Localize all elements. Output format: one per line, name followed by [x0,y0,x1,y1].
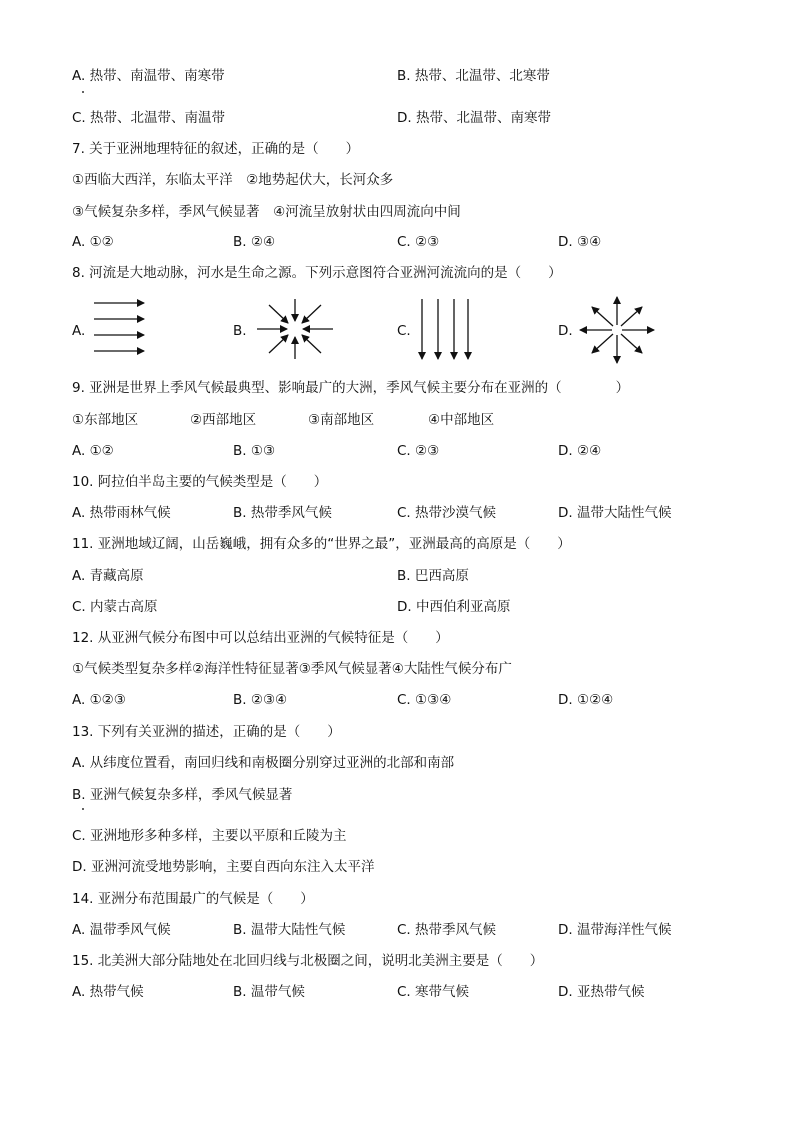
q15-option-b[interactable]: B. 温带气候 [233,984,305,1000]
q9-option-c[interactable]: C. ②③ [397,443,440,459]
q15-option-c[interactable]: C. 寒带气候 [397,984,470,1000]
q7-statements-2: ③气候复杂多样，季风气候显著 ④河流呈放射状由四周流向中间 [72,204,461,220]
q15-option-a[interactable]: A. 热带气候 [72,984,144,1000]
q8-option-c[interactable]: C. [397,323,411,339]
stray-dot [82,808,84,810]
q13-option-b[interactable]: B. 亚洲气候复杂多样，季风气候显著 [72,787,293,803]
q8-diagram-a-parallel-arrows-east [92,297,148,359]
q10-option-d[interactable]: D. 温带大陆性气候 [558,505,672,521]
q6-option-c[interactable]: C. 热带、北温带、南温带 [72,110,226,126]
q13-option-d[interactable]: D. 亚洲河流受地势影响，主要自西向东注入太平洋 [72,859,375,875]
q13-option-a[interactable]: A. 从纬度位置看，南回归线和南极圈分别穿过亚洲的北部和南部 [72,755,455,771]
q14-option-b[interactable]: B. 温带大陆性气候 [233,922,346,938]
q9-statement-3: ③南部地区 [308,412,375,428]
q9-statement-4: ④中部地区 [428,412,495,428]
q12-option-d[interactable]: D. ①②④ [558,692,614,708]
q10-option-a[interactable]: A. 热带雨林气候 [72,505,171,521]
q10-option-c[interactable]: C. 热带沙漠气候 [397,505,497,521]
q15-stem: 15. 北美洲大部分陆地处在北回归线与北极圈之间，说明北美洲主要是（ ） [72,953,544,969]
q6-option-d[interactable]: D. 热带、北温带、南寒带 [397,110,551,126]
q9-option-b[interactable]: B. ①③ [233,443,276,459]
q9-statement-2: ②西部地区 [190,412,257,428]
q11-option-c[interactable]: C. 内蒙古高原 [72,599,158,615]
q12-option-a[interactable]: A. ①②③ [72,692,126,708]
q7-statements-1: ①西临大西洋，东临太平洋 ②地势起伏大，长河众多 [72,172,394,188]
q8-diagram-b-converging-arrows [255,297,335,361]
q12-option-b[interactable]: B. ②③④ [233,692,288,708]
q12-stem: 12. 从亚洲气候分布图中可以总结出亚洲的气候特征是（ ） [72,630,449,646]
q8-option-b[interactable]: B. [233,323,247,339]
q6-option-a[interactable]: A. 热带、南温带、南寒带 [72,68,225,84]
q13-stem: 13. 下列有关亚洲的描述，正确的是（ ） [72,724,341,740]
q9-option-d[interactable]: D. ②④ [558,443,602,459]
q12-option-c[interactable]: C. ①③④ [397,692,452,708]
q11-option-b[interactable]: B. 巴西高原 [397,568,469,584]
q13-option-c[interactable]: C. 亚洲地形多种多样，主要以平原和丘陵为主 [72,828,347,844]
q7-option-b[interactable]: B. ②④ [233,234,276,250]
q9-statement-1: ①东部地区 [72,412,139,428]
q14-option-a[interactable]: A. 温带季风气候 [72,922,171,938]
q14-option-c[interactable]: C. 热带季风气候 [397,922,497,938]
q15-option-d[interactable]: D. 亚热带气候 [558,984,645,1000]
q8-option-a[interactable]: A. [72,323,86,339]
q10-option-b[interactable]: B. 热带季风气候 [233,505,332,521]
stray-dot [82,91,84,93]
q9-stem: 9. 亚洲是世界上季风气候最典型、影响最广的大洲，季风气候主要分布在亚洲的（ ） [72,380,630,396]
q12-statements: ①气候类型复杂多样②海洋性特征显著③季风气候显著④大陆性气候分布广 [72,661,512,677]
q14-option-d[interactable]: D. 温带海洋性气候 [558,922,672,938]
q11-option-d[interactable]: D. 中西伯利亚高原 [397,599,511,615]
q7-option-d[interactable]: D. ③④ [558,234,602,250]
q9-option-a[interactable]: A. ①② [72,443,114,459]
q11-stem: 11. 亚洲地域辽阔，山岳巍峨，拥有众多的“世界之最”，亚洲最高的高原是（ ） [72,536,571,552]
q8-stem: 8. 河流是大地动脉，河水是生命之源。下列示意图符合亚洲河流流向的是（ ） [72,265,562,281]
q7-option-c[interactable]: C. ②③ [397,234,440,250]
q8-diagram-c-parallel-arrows-south [416,297,472,363]
q8-diagram-d-radiating-arrows [576,295,658,365]
q8-option-d[interactable]: D. [558,323,573,339]
q6-option-b[interactable]: B. 热带、北温带、北寒带 [397,68,550,84]
q7-option-a[interactable]: A. ①② [72,234,114,250]
q7-stem: 7. 关于亚洲地理特征的叙述，正确的是（ ） [72,141,360,157]
q14-stem: 14. 亚洲分布范围最广的气候是（ ） [72,891,314,907]
q10-stem: 10. 阿拉伯半岛主要的气候类型是（ ） [72,474,328,490]
q11-option-a[interactable]: A. 青藏高原 [72,568,144,584]
